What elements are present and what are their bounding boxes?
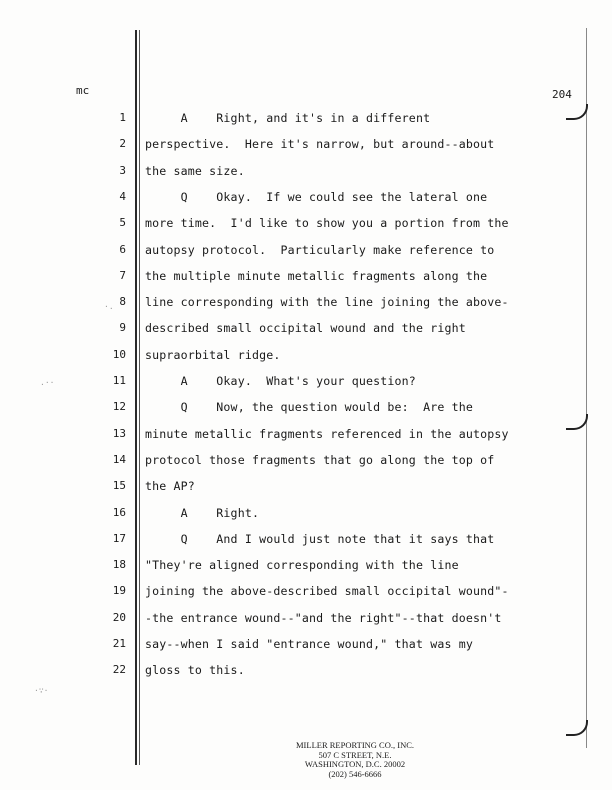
line-number: 18 xyxy=(112,558,126,572)
scan-speck: .·· xyxy=(40,378,55,387)
transcript-line: autopsy protocol. Particularly make reference to xyxy=(145,242,495,257)
transcript-line: A Okay. What's your question? xyxy=(145,374,416,388)
footer-phone: (202) 546-6666 xyxy=(328,768,382,779)
line-number: 9 xyxy=(119,321,126,335)
line-number: 14 xyxy=(112,452,126,466)
line-number: 16 xyxy=(112,505,126,519)
line-number: 13 xyxy=(112,426,126,440)
page-number: 204 xyxy=(552,88,572,101)
line-number: 22 xyxy=(112,663,126,677)
transcript-line: protocol those fragments that go along the top of xyxy=(145,452,495,467)
transcript-line: minute metallic fragments referenced in the autopsy xyxy=(145,426,509,441)
reporter-initials: mc xyxy=(76,84,90,97)
transcript-line: described small occipital wound and the right xyxy=(145,321,466,336)
transcript-line: more time. I'd like to show you a portion from the xyxy=(145,216,509,231)
transcript-line: perspective. Here it's narrow, but around--about xyxy=(145,137,495,152)
line-number: 4 xyxy=(119,189,126,203)
line-number: 19 xyxy=(112,584,126,598)
binding-mark-bottom xyxy=(566,720,588,736)
line-number: 10 xyxy=(112,347,126,361)
line-number: 7 xyxy=(119,268,126,282)
line-number: 1 xyxy=(119,111,126,124)
line-number: 5 xyxy=(119,216,126,230)
transcript-line: the AP? xyxy=(145,479,195,494)
line-number: 15 xyxy=(112,479,126,493)
line-number: 12 xyxy=(112,400,126,414)
transcript-line: -the entrance wound--"and the right"--that doesn't xyxy=(145,610,502,625)
binding-mark-middle xyxy=(566,414,588,430)
transcript-line: the same size. xyxy=(145,163,245,178)
transcript-line: "They're aligned corresponding with the line xyxy=(145,558,459,573)
scan-speck: ·. xyxy=(104,302,114,311)
transcript-line: joining the above-described small occipital wound"- xyxy=(145,584,509,599)
right-margin-rule xyxy=(586,28,587,748)
transcript-line: supraorbital ridge. xyxy=(145,347,281,362)
footer-city: WASHINGTON, D.C. 20002 xyxy=(304,759,406,769)
transcript-line: say--when I said "entrance wound," that was my xyxy=(145,637,473,651)
transcript-line: gloss to this. xyxy=(145,663,245,678)
scan-speck: ·∵· xyxy=(34,686,49,695)
transcript-line: line corresponding with the line joining the above- xyxy=(145,295,509,310)
transcript-line: Q And I would just note that it says that xyxy=(145,531,495,546)
line-number: 20 xyxy=(112,610,126,624)
line-number: 8 xyxy=(119,295,126,309)
footer-company: MILLER REPORTING CO., INC. xyxy=(295,740,415,750)
transcript-line: A Right, and it's in a different xyxy=(145,111,431,125)
transcript-line: Q Now, the question would be: Are the xyxy=(145,400,473,415)
transcript-line: Q Okay. If we could see the lateral one xyxy=(145,189,488,204)
line-number: 6 xyxy=(119,242,126,256)
left-margin-rule xyxy=(135,30,137,765)
line-number: 21 xyxy=(112,637,126,650)
left-margin-rule-inner xyxy=(139,30,140,765)
binding-mark-top xyxy=(566,104,588,120)
line-number: 17 xyxy=(112,531,126,545)
transcript-line: A Right. xyxy=(145,505,260,520)
reporter-footer xyxy=(240,741,470,779)
line-number: 11 xyxy=(112,374,126,387)
line-number: 3 xyxy=(119,163,126,177)
transcript-line: the multiple minute metallic fragments along the xyxy=(145,268,488,283)
line-number: 2 xyxy=(119,137,126,151)
footer-street: 507 C STREET, N.E. xyxy=(318,749,392,760)
